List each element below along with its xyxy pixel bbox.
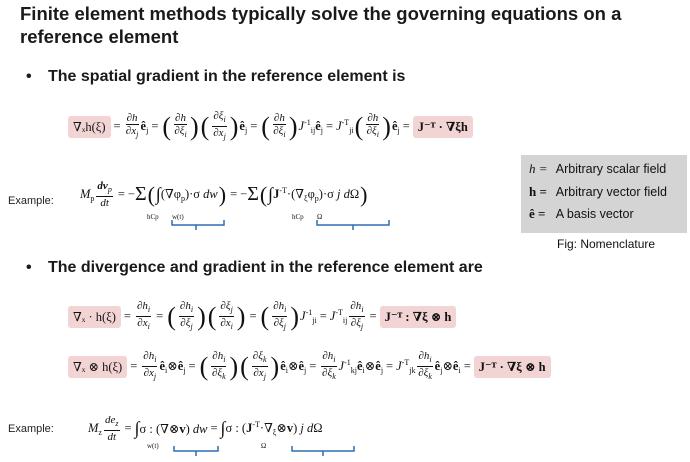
integral-domain-label: Ω <box>261 442 267 450</box>
underbrace-4 <box>290 444 356 458</box>
bullet-dot: • <box>26 259 32 276</box>
nomenclature-row: h = Arbitrary scalar field <box>529 161 667 176</box>
divergence-equation: ∇ₓ · h(ξ) = $\frac{\partial h_i}{\partial x_i}$ = ( $\frac{\partial h_i}{\partial\xi_j}$ ) ( $\frac{\partial\xi_j}{\partial x_i}$ ) = ( $\frac{\partial h_i}{\partial\xi_j}$ ) $J^{-1}_{ji}$ = $J^{-T}_{ij}$ $\frac{\partial h_i}{\partial\xi_j}$ = J⁻ᵀ : ∇ξ ⊗ h <box>68 300 456 333</box>
nomenclature-caption: Fig: Nomenclature <box>557 237 656 251</box>
nomenclature-row: h = Arbitrary vector field <box>529 184 667 199</box>
sum-limit-label: hCp <box>147 213 159 221</box>
underbrace-1 <box>170 218 226 232</box>
tensor-gradient-equation: ∇ₓ ⊗ h(ξ) = $\frac{\partial h_i}{\partial x_j}$ $ê_i\otimes ê_j$ = ( $\frac{\partial h_i}{\partial\xi_k}$ ) ( $\frac{\partial\xi_k}{\partial x_j}$ ) $ê_i\otimes ê_j$ = $\frac{\partial h_i}{\partial\xi_k}$ $J^{-1}_{kj}ê_i\otimes ê_j$ = $J^{-T}_{jk}$ $\frac{\partial h_i}{\partial\xi_k}$ $ê_j\otimes ê_i$ = J⁻ᵀ · ∇ξ ⊗ h <box>68 350 551 383</box>
sum-limit-label: hCp <box>292 213 304 221</box>
nomenclature-row: ê = A basis vector <box>529 206 634 221</box>
integral-domain-label: w(t) <box>172 213 184 221</box>
nomenclature-box <box>521 155 687 233</box>
example-1-equation: $M_p$ $\frac{dv_p}{dt}$ = − Σ ( ∫ $(\nabla\varphi_p)\cdot\sigma$ dw ) = − Σ ( ∫ $J^{-T}\cdot(\nabla_\xi\varphi_p)\cdot\sigma$ j dΩ ) <box>80 180 368 209</box>
bullet-divergence-gradient <box>26 259 483 277</box>
gradient-lhs: ∇ₓh(ξ) <box>68 116 111 138</box>
example-label: Example: <box>8 423 54 435</box>
integral-domain-label: Ω <box>317 213 323 221</box>
divergence-lhs: ∇ₓ · h(ξ) <box>68 306 121 328</box>
underbrace-2 <box>315 218 391 232</box>
divergence-rhs: J⁻ᵀ : ∇ξ ⊗ h <box>380 306 457 328</box>
tensor-gradient-lhs: ∇ₓ ⊗ h(ξ) <box>68 356 127 378</box>
bullet-spatial-gradient <box>26 68 405 86</box>
integral-domain-label: w(t) <box>147 442 159 450</box>
gradient-equation: ∇ₓh(ξ) = $\frac{\partial h}{\partial x_j}$ $ê_j$ = ( $\frac{\partial h}{\partial\xi_i}$ ) ( $\frac{\partial\xi_i}{\partial x_j}$ ) $ê_j$ = ( $\frac{\partial h}{\partial\xi_i}$ ) $J^{-1}_{ij}ê_j$ = $J^{-T}_{ji}$ ( $\frac{\partial h}{\partial\xi_i}$ ) $ê_j$ = J⁻ᵀ · ∇ξh <box>68 110 473 143</box>
slide-title: Finite element methods typically solve the governing equations on a reference element <box>20 3 622 47</box>
bullet-dot: • <box>26 68 32 85</box>
gradient-rhs: J⁻ᵀ · ∇ξh <box>413 116 473 138</box>
bullet-text: The spatial gradient in the reference element is <box>48 68 406 85</box>
tensor-gradient-rhs: J⁻ᵀ · ∇ξ ⊗ h <box>474 356 551 378</box>
underbrace-3 <box>172 444 220 458</box>
example-label: Example: <box>8 195 54 207</box>
bullet-text: The divergence and gradient in the reference element are <box>48 259 483 276</box>
example-2-equation: $M_z$ $\frac{de_z}{dt}$ = ∫ σ : (∇⊗v) dw = ∫ σ : $(J^{-T}\cdot\nabla_\xi\otimes v)$ j dΩ <box>88 414 323 443</box>
